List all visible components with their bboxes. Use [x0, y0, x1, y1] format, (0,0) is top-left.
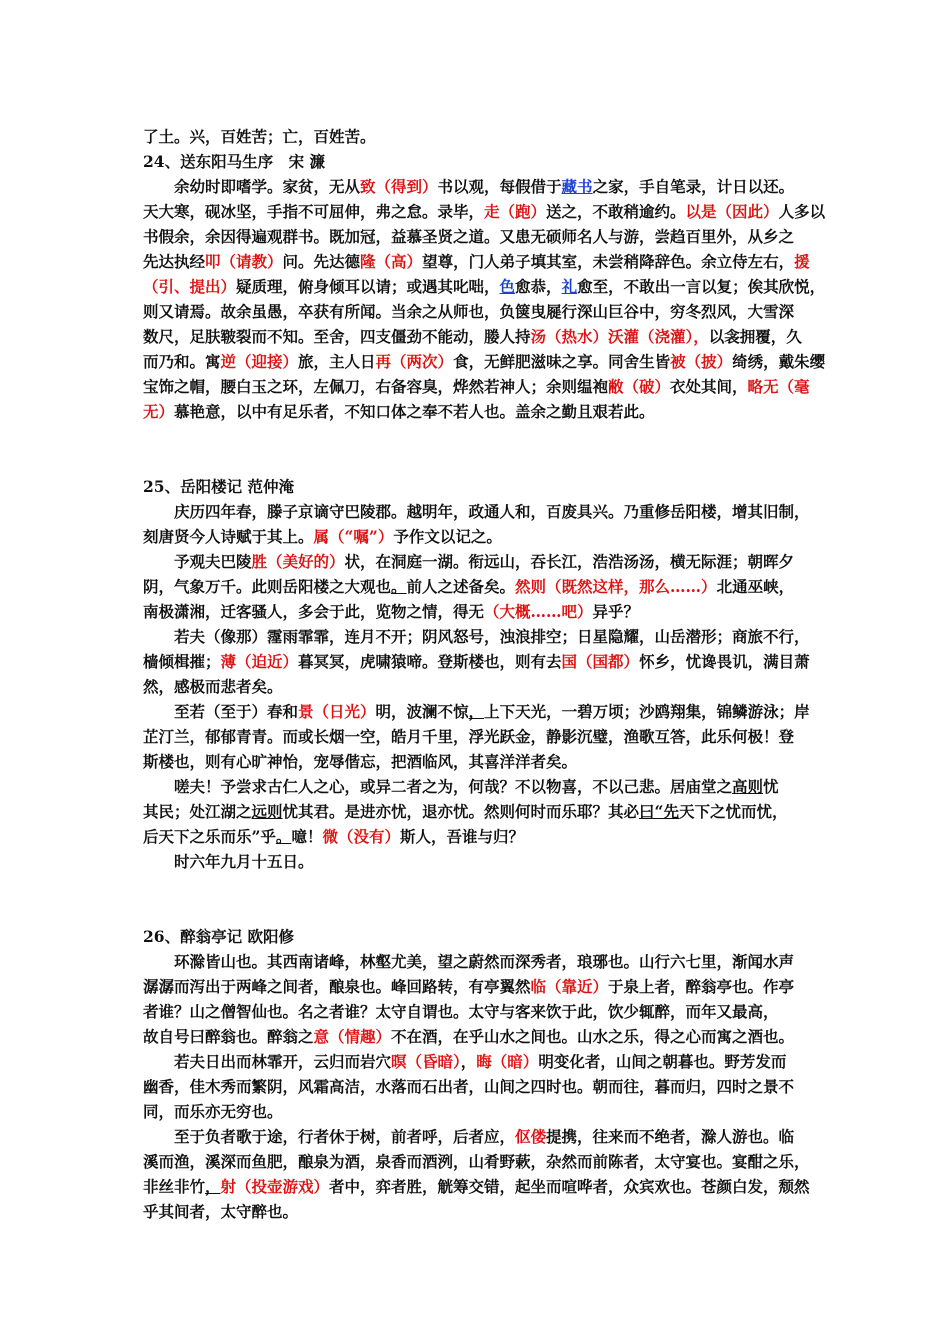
annotation-text: 再（两次） [375, 352, 454, 371]
text-line [143, 1024, 815, 1049]
body-text: 宝饰之帽，腰白玉之环，左佩刀，右备容臭，烨然若神人；余则缊袍 [143, 377, 609, 396]
annotation-text: 以是（因此） [685, 202, 779, 221]
body-text: 异乎？ [592, 602, 640, 621]
annotation-text: 援 [794, 252, 810, 271]
body-text: 刻唐贤今人诗赋于其上。 [143, 527, 314, 546]
text-line [143, 824, 815, 849]
body-text: 天大寒，砚冰坚，手指不可屈伸，弗之怠。录毕， [143, 202, 485, 221]
body-text: 旅，主人日 [298, 352, 376, 371]
body-text: 余幼时即嗜学。家贫，无从 [174, 177, 361, 196]
body-text: 忧 [763, 777, 779, 796]
body-text: 予作文以记之。 [393, 527, 502, 546]
body-text: 阴，气象万千。此则岳阳楼之大观也 [143, 577, 392, 596]
body-text: 环滁皆山也。其西南诸峰，林壑尤美，望之蔚然而深秀者，琅琊也。山行六七里，渐闻水声 [174, 952, 795, 971]
text-line [143, 1174, 815, 1199]
highlighted-word: 色 [499, 277, 516, 296]
annotation-text: 汤（热水）沃灌（浇灌）， [530, 327, 709, 346]
body-text: 者谁？山之僧智仙也。名之者谁？太守自谓也。太守与客来饮于此，饮少辄醉，而年又最高， [143, 1002, 779, 1021]
annotation-text: 属（“嘱”） [313, 527, 394, 546]
annotation-text: 国（国都） [561, 652, 640, 671]
body-text: 人多以 [778, 202, 826, 221]
annotation-text: 然则（既然这样，那么……） [515, 577, 717, 596]
body-text: 乎其间者，太守醉也。 [143, 1202, 299, 1221]
body-text: 书以观，每假借于 [437, 177, 562, 196]
body-text: 上下天光，一碧万顷；沙鸥翔集，锦鳞游泳；岸 [484, 702, 810, 721]
body-text: ， [468, 702, 485, 721]
body-text: 樯倾楫摧； [143, 652, 221, 671]
body-text: 状，在洞庭一湖。衔远山，吞长江，浩浩汤汤，横无际涯；朝晖夕 [344, 552, 795, 571]
body-text: ， [205, 1177, 221, 1196]
body-text: 衣处其间， [670, 377, 748, 396]
body-text: 慕艳意，以中有足乐者，不知口体之奉不若人也。盖余之勤且艰若此。 [174, 402, 655, 421]
body-text: 非丝非竹 [143, 1177, 206, 1196]
section-heading [143, 924, 815, 949]
body-text: 噫！ [291, 827, 323, 846]
text-line [143, 1074, 815, 1099]
body-text: 怀乡，忧谗畏讥，满目萧 [639, 652, 810, 671]
body-text: 望尊，门人弟子填其室，未尝稍降辞色。余立侍左右， [422, 252, 795, 271]
annotation-text: 射（投壶游戏） [220, 1177, 330, 1196]
annotation-text: 敝（破） [608, 377, 671, 396]
body-text: 后天下之乐而乐”乎 [143, 827, 276, 846]
body-text: 嗟夫！予尝求古仁人之心，或异二者之为，何哉？不以物喜，不以己悲。居庙堂之 [174, 777, 733, 796]
body-text: 于泉上者，醉翁亭也。作亭 [608, 977, 795, 996]
body-text: 。 [391, 577, 407, 596]
body-text: 潺潺而泻出于两峰之间者，酿泉也。峰回路转，有亭翼然 [143, 977, 531, 996]
body-text: 书假余，余因得遍观群书。既加冠，益慕圣贤之道。又患无硕师名人与游，尝趋百里外，从乡之 [143, 227, 795, 246]
text-line [143, 999, 815, 1024]
annotation-text: 薄（迫近） [220, 652, 299, 671]
body-text: 天下之忧而忧， [678, 802, 788, 821]
text-line [143, 1149, 815, 1174]
text-line [143, 699, 815, 724]
body-text: 斯楼也，则有心旷神怡，宠辱偕忘，把酒临风，其喜洋洋者矣。 [143, 752, 578, 771]
section-heading [143, 474, 815, 499]
body-text: 曰“先 [639, 802, 679, 821]
body-text: 幽香，佳木秀而繁阴，风霜高洁，水落而石出者，山间之四时也。朝而往，暮而归，四时之景不 [143, 1077, 795, 1096]
document-body [143, 124, 826, 1224]
text-line [143, 774, 815, 799]
text-line [143, 299, 815, 324]
body-text: 若夫日出而林霏开，云归而岩穴 [174, 1052, 392, 1071]
body-text: 绮绣，戴朱缨 [732, 352, 826, 371]
document-page [143, 124, 826, 1224]
text-line [143, 974, 815, 999]
body-text: 芷汀兰，郁郁青青。而或长烟一空，皓月千里，浮光跃金，静影沉璧，渔歌互答，此乐何极！登 [143, 727, 795, 746]
blank-line [143, 424, 815, 449]
body-text: 26、醉翁亭记 欧阳修 [143, 927, 294, 946]
annotation-text: （引、提出） [143, 277, 237, 296]
body-text: 若夫（像那）霪雨霏霏，连月不开；阴风怒号，浊浪排空；日星隐耀，山岳潜形；商旅不行， [174, 627, 810, 646]
body-text: 数尺，足肤皲裂而不知。至舍，四支僵劲不能动，媵人持 [143, 327, 531, 346]
annotation-text: 致（得到） [360, 177, 438, 196]
text-line [143, 574, 815, 599]
text-line [143, 599, 815, 624]
text-line [143, 674, 815, 699]
annotation-text: （大概……吧） [484, 602, 593, 621]
body-text: 者中，弈者胜，觥筹交错，起坐而喧哗者，众宾欢也。苍颜白发，颓然 [329, 1177, 810, 1196]
text-line [143, 949, 815, 974]
annotation-text: 无） [143, 402, 175, 421]
body-text: 。 [275, 827, 292, 846]
body-text: 先达执经 [143, 252, 206, 271]
body-text: 不在酒，在乎山水之间也。山水之乐，得之心而寓之酒也。 [391, 1027, 795, 1046]
text-line [143, 349, 826, 374]
body-text: ， [460, 1052, 477, 1071]
text-line [143, 499, 815, 524]
text-line [143, 1049, 815, 1074]
annotation-text: 微（没有） [322, 827, 400, 846]
text-line [143, 374, 815, 399]
body-text: 提携，往来而不绝者，滁人游也。临 [546, 1127, 795, 1146]
body-text: 以衾拥覆，久 [708, 327, 802, 346]
body-text: 北通巫峡， [716, 577, 795, 596]
text-line [143, 274, 826, 299]
text-line [143, 249, 815, 274]
body-text: 则又请焉。故余虽愚，卒获有所闻。当余之从师也，负箧曳屣行深山巨谷中，穷冬烈风，大雪深 [143, 302, 795, 321]
blank-line [143, 874, 815, 899]
text-line [143, 174, 815, 199]
blank-line [143, 449, 815, 474]
body-text: 暮冥冥，虎啸猿啼。登斯楼也，则有去 [298, 652, 562, 671]
body-text: 明，波澜不惊 [375, 702, 469, 721]
body-text: 送之，不敢稍逾约。 [546, 202, 686, 221]
annotation-text: 被（披） [670, 352, 733, 371]
blank-line [143, 899, 815, 924]
body-text: 了土。兴，百姓苦；亡，百姓苦。 [143, 127, 376, 146]
text-line [143, 1199, 815, 1224]
text-line [143, 624, 815, 649]
text-line [143, 224, 815, 249]
annotation-text: 暝（昏暗） [391, 1052, 461, 1071]
annotation-text: 走（跑） [484, 202, 547, 221]
body-text: 25、岳阳楼记 范仲淹 [143, 477, 294, 496]
body-text: 而乃和。寓 [143, 352, 221, 371]
text-line [143, 549, 815, 574]
body-text: 24、送东阳马生序 宋 濂 [143, 152, 325, 171]
body-text: 然，感极而悲者矣。 [143, 677, 283, 696]
body-text: 至于负者歌于途，行者休于树，前者呼，后者应， [174, 1127, 516, 1146]
annotation-text: 逆（迎接） [220, 352, 299, 371]
body-text: 溪而渔，溪深而鱼肥，酿泉为酒，泉香而酒洌，山肴野蔌，杂然而前陈者，太守宴也。宴酣之乐， [143, 1152, 810, 1171]
body-text: 问。先达德 [282, 252, 361, 271]
annotation-text: 略无（毫 [747, 377, 810, 396]
annotation-text: 意（情趣） [313, 1027, 392, 1046]
body-text: 故自号曰醉翁也。醉翁之 [143, 1027, 314, 1046]
annotation-text: 晦（暗） [476, 1052, 539, 1071]
annotation-text: 胜（美好的） [251, 552, 345, 571]
body-text: 庆历四年春，滕子京谪守巴陵郡。越明年，政通人和，百废具兴。乃重修岳阳楼，增其旧制， [174, 502, 810, 521]
body-text: 疑质理，俯身倾耳以请；或遇其叱咄， [236, 277, 500, 296]
body-text: 其民；处江湖之 [143, 802, 252, 821]
annotation-text: 景（日光） [298, 702, 376, 721]
annotation-text: 伛偻 [515, 1127, 547, 1146]
text-line [143, 1099, 815, 1124]
body-text: 愈至，不敢出一言以复；俟其欣悦， [577, 277, 826, 296]
body-text: 之家，手自笔录，计日以还。 [592, 177, 795, 196]
body-text: 愈恭， [515, 277, 562, 296]
body-text: 忧其君。是进亦忧，退亦忧。然则何时而乐耶？其必 [282, 802, 640, 821]
body-text: 同，而乐亦无穷也。 [143, 1102, 283, 1121]
body-text: 南极潇湘，迁客骚人，多会于此，览物之情，得无 [143, 602, 485, 621]
annotation-text: 叩（请教） [205, 252, 283, 271]
text-line [143, 324, 815, 349]
text-line [143, 749, 815, 774]
text-line [143, 399, 815, 424]
body-text: 至若（至于）春和 [174, 702, 299, 721]
text-line [143, 799, 815, 824]
annotation-text: 隆（高） [360, 252, 423, 271]
section-heading [143, 149, 815, 174]
body-text: 予观夫巴陵 [174, 552, 252, 571]
text-line [143, 124, 815, 149]
text-line [143, 199, 826, 224]
body-text: 明变化者，山间之朝暮也。野芳发而 [538, 1052, 787, 1071]
body-text: 食，无鲜肥滋味之享。同舍生皆 [453, 352, 671, 371]
body-text: 时六年九月十五日。 [174, 852, 314, 871]
body-text: 前人之述备矣。 [406, 577, 516, 596]
highlighted-word: 礼 [561, 277, 578, 296]
text-line [143, 524, 815, 549]
text-line [143, 724, 815, 749]
text-line [143, 849, 815, 874]
text-line [143, 649, 815, 674]
body-text: 高则 [732, 777, 764, 796]
body-text: 斯人，吾谁与归？ [399, 827, 524, 846]
highlighted-word: 藏书 [561, 177, 593, 196]
body-text: 远则 [251, 802, 283, 821]
annotation-text: 临（靠近） [530, 977, 609, 996]
text-line [143, 1124, 815, 1149]
